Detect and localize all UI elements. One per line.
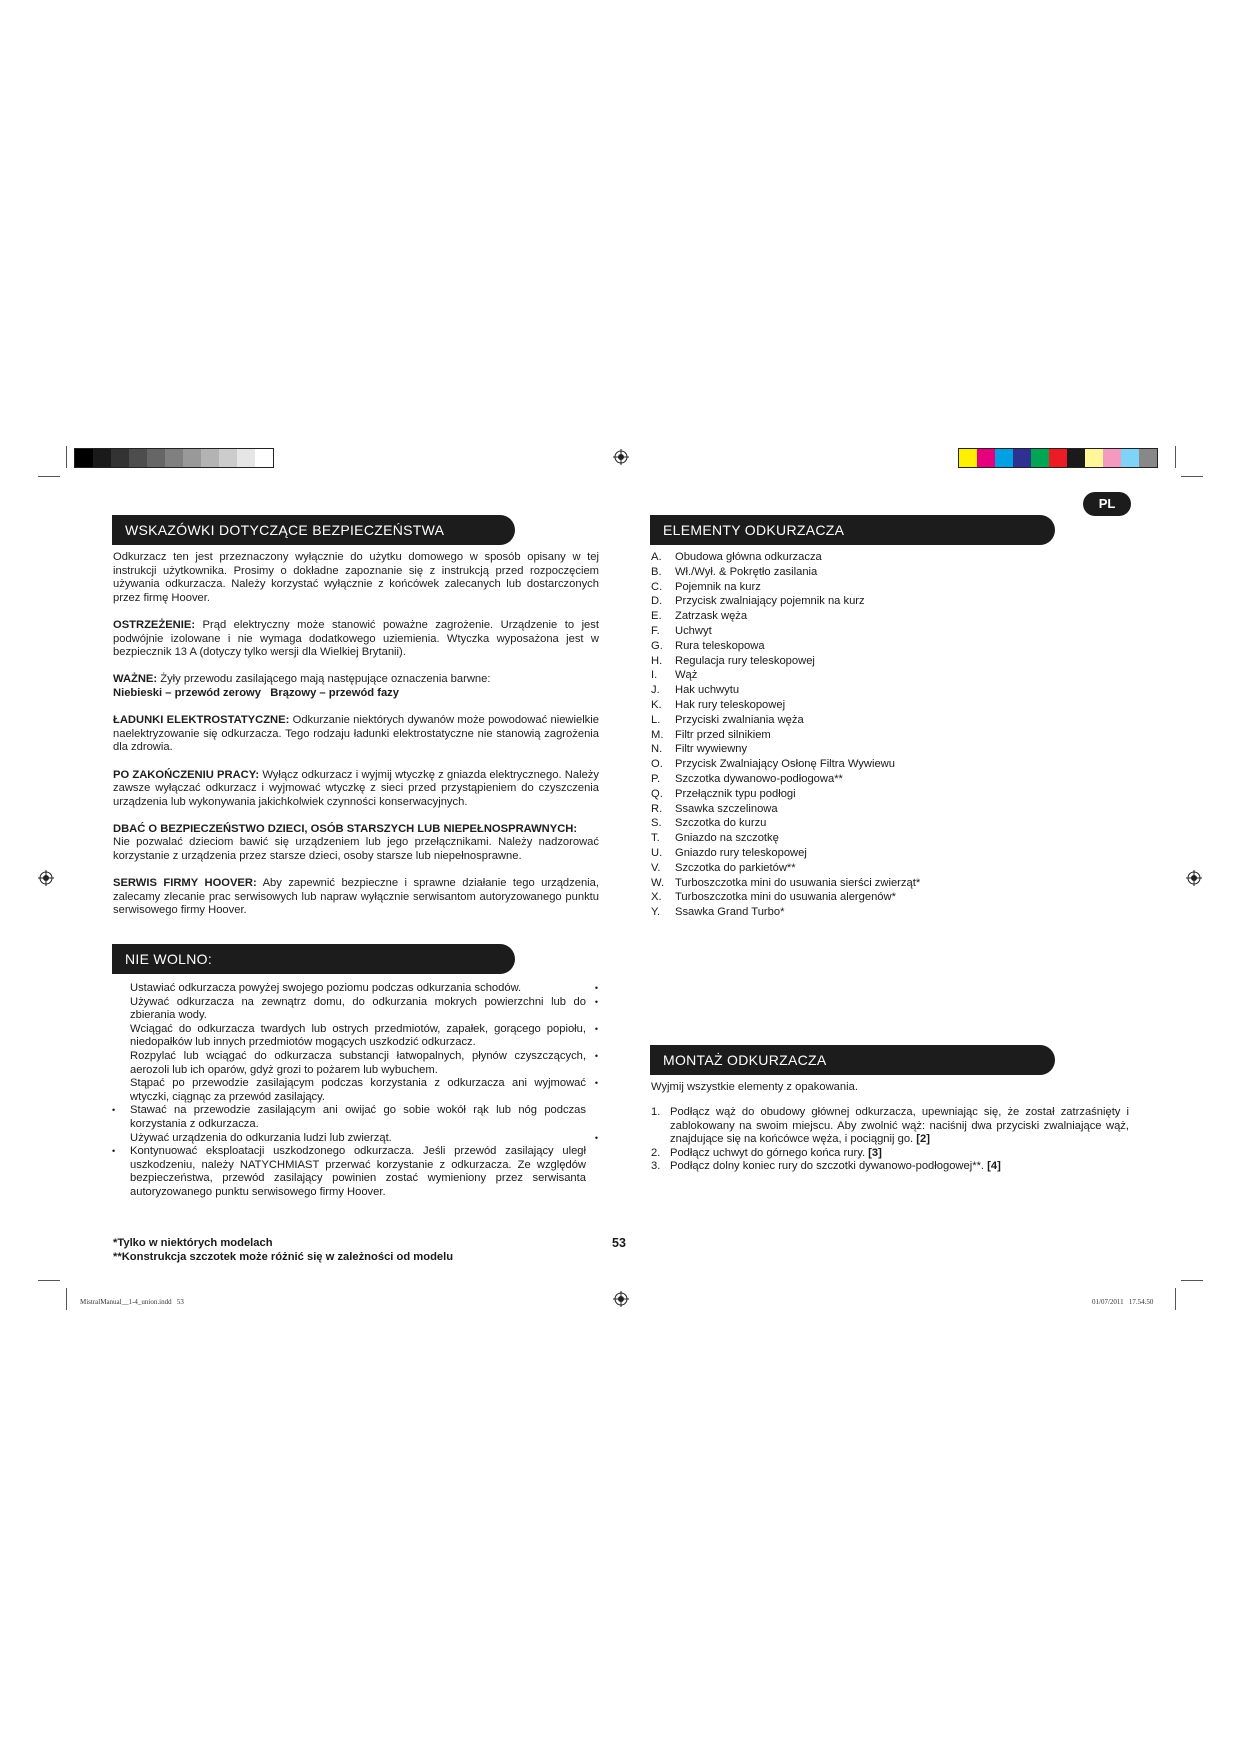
list-item <box>651 713 1071 728</box>
list-item <box>651 550 1071 565</box>
list-item: 1. Podłącz wąż do obudowy głównej odkurzacza, upewniając się, że został zatrzaśnięty i zablokowany na swoim miejscu. Aby zwolnić wąż: naciśnij dwa przyciski zwalniające wąż, znajdujące się na końcówce węża, i pociągnij go. [2] <box>651 1106 1129 1146</box>
list-item: 2. Podłącz uchwyt do górnego końca rury. [3] <box>651 1146 882 1159</box>
color-swatch <box>977 449 995 467</box>
gray-swatch <box>219 449 237 467</box>
registration-mark-icon <box>613 449 629 465</box>
footnote: *Tylko w niektórych modelach <box>113 1237 273 1249</box>
color-swatch <box>1031 449 1049 467</box>
list-item: • Stawać na przewodzie zasilającym ani owijać go sobie wokół rąk lub nóg podczas korzystania z odkurzacza. <box>112 1104 586 1130</box>
part-label: Turboszczotka mini do usuwania sierści zwierząt* <box>675 876 921 889</box>
parts-list <box>651 550 1071 920</box>
part-label: Przycisk zwalniający pojemnik na kurz <box>675 595 865 608</box>
part-letter: Q. <box>651 787 663 800</box>
gray-swatch <box>147 449 165 467</box>
wire-colors: Niebieski – przewód zerowy Brązowy – przewód fazy <box>113 686 399 699</box>
gray-swatch <box>183 449 201 467</box>
part-label: Przycisk Zwalniający Osłonę Filtra Wywiewu <box>675 758 895 771</box>
list-item: Stąpać po przewodzie zasilającym podczas korzystania z odkurzacza ani wyjmować wtyczki, ciągnąc za przewód zasilający. • <box>130 1077 598 1103</box>
color-swatch <box>959 449 977 467</box>
list-item <box>651 772 1071 787</box>
list-item: • Kontynuować eksploatacji uszkodzonego odkurzacza. Jeśli przewód zasilający uległ uszkodzeniu, należy NATYCHMIAST przerwać korzystanie z odkurzacza. Ze względów bezpieczeństwa, przewód zasilający powinien zostać wymieniony przez serwisanta autoryzowanego punktu serwisowego firmy Hoover. <box>112 1145 586 1198</box>
part-letter: J. <box>651 684 660 697</box>
part-label: Przełącznik typu podłogi <box>675 787 796 800</box>
safety-intro: Odkurzacz ten jest przeznaczony wyłącznie do użytku domowego w sposób opisany w tej instrukcji użytkownika. Prosimy o dokładne zapoznanie się z instrukcją przed rozpoczęciem używania odkurzacza. Należy korzystać wyłącznie z końcówek zalecanych lub dostarczonych przez firmę Hoover. <box>113 551 599 604</box>
list-item <box>651 565 1071 580</box>
gray-swatch <box>129 449 147 467</box>
part-letter: P. <box>651 772 661 785</box>
part-letter: O. <box>651 758 663 771</box>
gray-swatch <box>255 449 273 467</box>
donts-list <box>112 982 598 1200</box>
part-label: Gniazdo rury teleskopowej <box>675 846 807 859</box>
part-letter: H. <box>651 654 663 667</box>
part-letter: X. <box>651 891 662 904</box>
part-letter: T. <box>651 832 660 845</box>
part-label: Turboszczotka mini do usuwania alergenów* <box>675 891 896 904</box>
safety-section-header: WSKAZÓWKI DOTYCZĄCE BEZPIECZEŃSTWA <box>112 515 515 545</box>
assembly-steps <box>651 1106 1129 1174</box>
color-swatch <box>1103 449 1121 467</box>
slug-datetime: 01/07/2011 17.54.50 <box>1092 1298 1154 1306</box>
service-paragraph: SERWIS FIRMY HOOVER: Aby zapewnić bezpieczne i sprawne działanie tego urządzenia, zalecamy zlecanie prac serwisowych lub napraw wyłącznie serwisantom autoryzowanego punktu serwisowego firmy Hoover. <box>113 877 599 917</box>
part-label: Szczotka dywanowo-podłogowa** <box>675 772 843 785</box>
part-letter: E. <box>651 610 662 623</box>
list-item <box>651 861 1071 876</box>
part-label: Gniazdo na szczotkę <box>675 832 779 845</box>
list-item <box>651 624 1071 639</box>
part-label: Regulacja rury teleskopowej <box>675 654 815 667</box>
part-letter: D. <box>651 595 663 608</box>
part-label: Rura teleskopowa <box>675 639 765 652</box>
grayscale-calibration-bar <box>74 448 274 468</box>
after-use-paragraph: PO ZAKOŃCZENIU PRACY: Wyłącz odkurzacz i wyjmij wtyczkę z gniazda elektrycznego. Należy zawsze wyłączać odkurzacz i wyjmować wtyczkę z sieci przed przystąpieniem do czyszczenia urządzenia lub wykonywania jakichkolwiek czynności konserwacyjnych. <box>113 768 599 808</box>
list-item: Ustawiać odkurzacza powyżej swojego poziomu podczas odkurzania schodów. • <box>130 982 598 994</box>
part-letter: Y. <box>651 906 661 919</box>
part-letter: R. <box>651 802 663 815</box>
part-label: Wąż <box>675 669 698 682</box>
color-calibration-bar <box>958 448 1158 468</box>
part-label: Wł./Wył. & Pokrętło zasilania <box>675 565 818 578</box>
warning-paragraph: OSTRZEŻENIE: Prąd elektryczny może stanowić poważne zagrożenie. Urządzenie to jest podwójnie izolowane i nie wymaga dodatkowego uziemienia. Wtyczka wyposażona jest w bezpiecznik 13 A (dotyczy tylko wersji dla Wielkiej Brytanii). <box>113 618 599 659</box>
part-letter: K. <box>651 698 662 711</box>
list-item <box>651 802 1071 817</box>
list-item <box>651 683 1071 698</box>
part-letter: W. <box>651 876 665 889</box>
important-paragraph: WAŻNE: Żyły przewodu zasilającego mają następujące oznaczenia barwne: Niebieski – przewód zerowy Brązowy – przewód fazy <box>113 673 491 699</box>
donts-section-header: NIE WOLNO: <box>112 944 515 974</box>
part-letter: G. <box>651 639 663 652</box>
list-item <box>651 654 1071 669</box>
part-letter: S. <box>651 817 662 830</box>
assembly-section-header: MONTAŻ ODKURZACZA <box>650 1045 1055 1075</box>
list-item <box>651 816 1071 831</box>
part-label: Przyciski zwalniania węża <box>675 713 804 726</box>
gray-swatch <box>237 449 255 467</box>
language-badge: PL <box>1083 492 1131 516</box>
list-item <box>651 728 1071 743</box>
registration-mark-icon <box>38 870 54 886</box>
list-item <box>651 876 1071 891</box>
part-letter: I. <box>651 669 658 682</box>
color-swatch <box>1121 449 1139 467</box>
static-paragraph: ŁADUNKI ELEKTROSTATYCZNE: Odkurzanie niektórych dywanów może powodować niewielkie naelektryzowanie się odkurzacza. Tego rodzaju ładunki elektrostatyczne nie stanowią zagrożenia dla zdrowia. <box>113 714 599 754</box>
list-item <box>651 831 1071 846</box>
part-label: Ssawka Grand Turbo* <box>675 906 785 919</box>
list-item: Rozpylać lub wciągać do odkurzacza substancji łatwopalnych, płynów czyszczących, aerozoli lub ich oparów, gdyż grozi to pożarem lub wybuchem. • <box>130 1049 598 1076</box>
list-item <box>651 609 1071 624</box>
gray-swatch <box>111 449 129 467</box>
list-item <box>651 905 1071 920</box>
part-letter: C. <box>651 580 663 593</box>
footnotes <box>113 1236 453 1264</box>
gray-swatch <box>165 449 183 467</box>
part-letter: M. <box>651 728 664 741</box>
gray-swatch <box>93 449 111 467</box>
list-item <box>651 594 1071 609</box>
part-letter: B. <box>651 565 662 578</box>
part-letter: N. <box>651 743 663 756</box>
parts-section-header: ELEMENTY ODKURZACZA <box>650 515 1055 545</box>
list-item: 3. Podłącz dolny koniec rury do szczotki dywanowo-podłogowej**. [4] <box>651 1160 1001 1173</box>
part-label: Hak rury teleskopowej <box>675 698 786 711</box>
part-letter: A. <box>651 551 662 563</box>
part-letter: L. <box>651 713 661 726</box>
color-swatch <box>995 449 1013 467</box>
color-swatch <box>1139 449 1157 467</box>
part-letter: U. <box>651 846 663 859</box>
safety-body <box>113 551 599 932</box>
part-label: Pojemnik na kurz <box>675 580 761 593</box>
list-item: Używać urządzenia do odkurzania ludzi lub zwierząt. • <box>130 1131 598 1144</box>
list-item: Używać odkurzacza na zewnątrz domu, do odkurzania mokrych powierzchni lub do zbierania wody. • <box>130 995 598 1022</box>
gray-swatch <box>75 449 93 467</box>
part-label: Obudowa główna odkurzacza <box>675 551 822 563</box>
list-item <box>651 757 1071 772</box>
footnote: **Konstrukcja szczotek może różnić się w zależności od modelu <box>113 1251 454 1263</box>
part-label: Ssawka szczelinowa <box>675 802 778 815</box>
slug-file: MistralManual__1-4_union.indd 53 <box>80 1298 184 1306</box>
color-swatch <box>1067 449 1085 467</box>
list-item <box>651 742 1071 757</box>
part-label: Filtr wywiewny <box>675 743 748 756</box>
part-label: Hak uchwytu <box>675 684 740 697</box>
list-item <box>651 890 1071 905</box>
color-swatch <box>1049 449 1067 467</box>
color-swatch <box>1085 449 1103 467</box>
registration-mark-icon <box>1186 870 1202 886</box>
list-item <box>651 787 1071 802</box>
registration-mark-icon <box>613 1291 629 1307</box>
part-label: Zatrzask węża <box>675 610 748 623</box>
assembly-intro: Wyjmij wszystkie elementy z opakowania. <box>651 1081 858 1093</box>
list-item <box>651 580 1071 595</box>
part-letter: V. <box>651 861 661 874</box>
list-item: Wciągać do odkurzacza twardych lub ostrych przedmiotów, zapałek, gorącego popiołu, niedopałków lub innych przedmiotów mogących uszkodzić odkurzacz. • <box>130 1022 598 1049</box>
list-item <box>651 846 1071 861</box>
part-letter: F. <box>651 624 660 637</box>
list-item <box>651 639 1071 654</box>
part-label: Szczotka do kurzu <box>675 817 767 830</box>
part-label: Szczotka do parkietów** <box>675 861 796 874</box>
part-label: Uchwyt <box>675 624 712 637</box>
gray-swatch <box>201 449 219 467</box>
page-number: 53 <box>612 1236 626 1250</box>
list-item <box>651 668 1071 683</box>
color-swatch <box>1013 449 1031 467</box>
list-item <box>651 698 1071 713</box>
children-paragraph: DBAĆ O BEZPIECZEŃSTWO DZIECI, OSÓB STARSZYCH LUB NIEPEŁNOSPRAWNYCH: Nie pozwalać dzieciom bawić się urządzeniem lub jego przełącznikami. Należy nadzorować korzystanie z urządzenia przez starsze dzieci, osoby starsze lub niepełnosprawne. <box>113 822 599 863</box>
part-label: Filtr przed silnikiem <box>675 728 771 741</box>
